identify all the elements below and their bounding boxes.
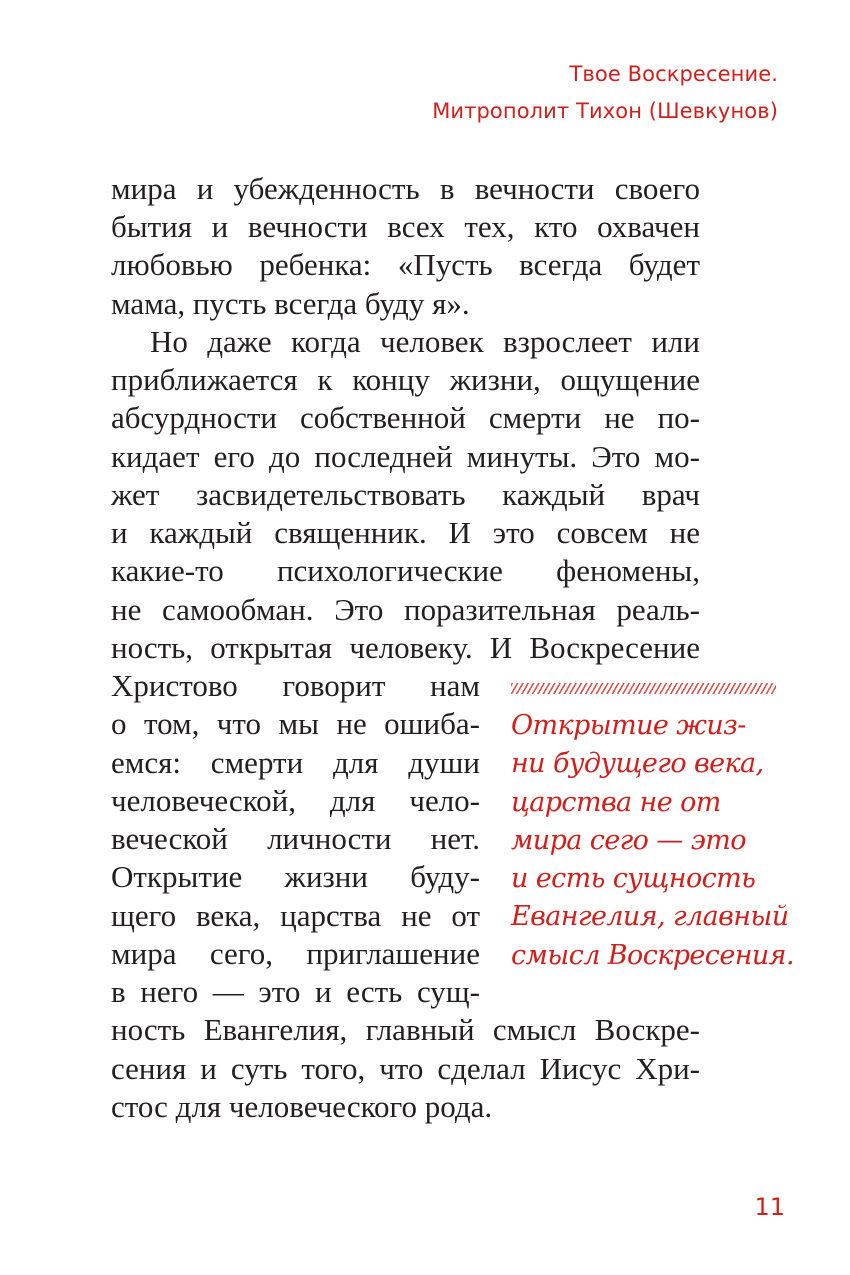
body-line: веческой личности нет.: [111, 821, 480, 856]
body-line: какие-то психологические феномены,: [111, 553, 700, 588]
pull-quote-line: и есть сущность: [511, 863, 756, 895]
body-line: в него — это и есть сущ-: [111, 974, 480, 1009]
pull-quote-line: Открытие жиз-: [511, 710, 746, 741]
pull-quote-line: ни будущего века,: [511, 748, 764, 780]
body-line: Но даже когда человек взрослеет или: [150, 324, 700, 359]
body-line: и каждый священник. И это совсем не: [111, 515, 700, 550]
body-line: жет засвидетельствовать каждый врач: [111, 477, 700, 512]
pull-quote-line: мира сего — это: [511, 824, 746, 856]
page-number: 11: [754, 1193, 785, 1221]
body-line: щего века, царства не от: [111, 898, 480, 933]
body-line: Открытие жизни буду-: [111, 859, 480, 894]
book-author: Митрополит Тихон (Шевкунов): [432, 99, 778, 123]
pull-quote-stripe-divider: [511, 683, 776, 694]
body-line: о том, что мы не ошиба-: [111, 706, 480, 741]
body-line: любовью ребенка: «Пусть всегда будет: [111, 247, 700, 282]
body-line: кидает его до последней минуты. Это мо-: [111, 439, 700, 474]
running-head: [432, 56, 778, 130]
body-line: человеческой, для чело-: [111, 783, 480, 818]
pull-quote-line: смысл Воскресения.: [511, 939, 794, 971]
body-line: ность, открытая человеку. И Воскресение: [111, 630, 700, 665]
body-line: сения и суть того, что сделал Иисус Хри-: [111, 1051, 700, 1086]
body-line: абсурдности собственной смерти не по-: [111, 400, 700, 435]
body-line: ность Евангелия, главный смысл Воскре-: [111, 1012, 700, 1047]
body-line: мама, пусть всегда буду я».: [111, 286, 470, 321]
pull-quote-line: царства не от: [511, 786, 721, 818]
body-line: Христово говорит нам: [111, 668, 480, 703]
body-line: мира и убежденность в вечности своего: [111, 171, 700, 206]
body-line: мира сего, приглашение: [111, 936, 480, 971]
body-line: емся: смерти для души: [111, 745, 480, 780]
book-title: Твое Воскресение.: [569, 62, 778, 86]
body-line: не самообман. Это поразительная реаль-: [111, 592, 700, 627]
pull-quote-line: Евангелия, главный: [511, 901, 789, 933]
body-line: стос для человеческого рода.: [111, 1089, 493, 1124]
pull-quote: [511, 707, 794, 975]
body-line: приближается к концу жизни, ощущение: [111, 362, 700, 397]
body-line: бытия и вечности всех тех, кто охвачен: [111, 209, 700, 244]
